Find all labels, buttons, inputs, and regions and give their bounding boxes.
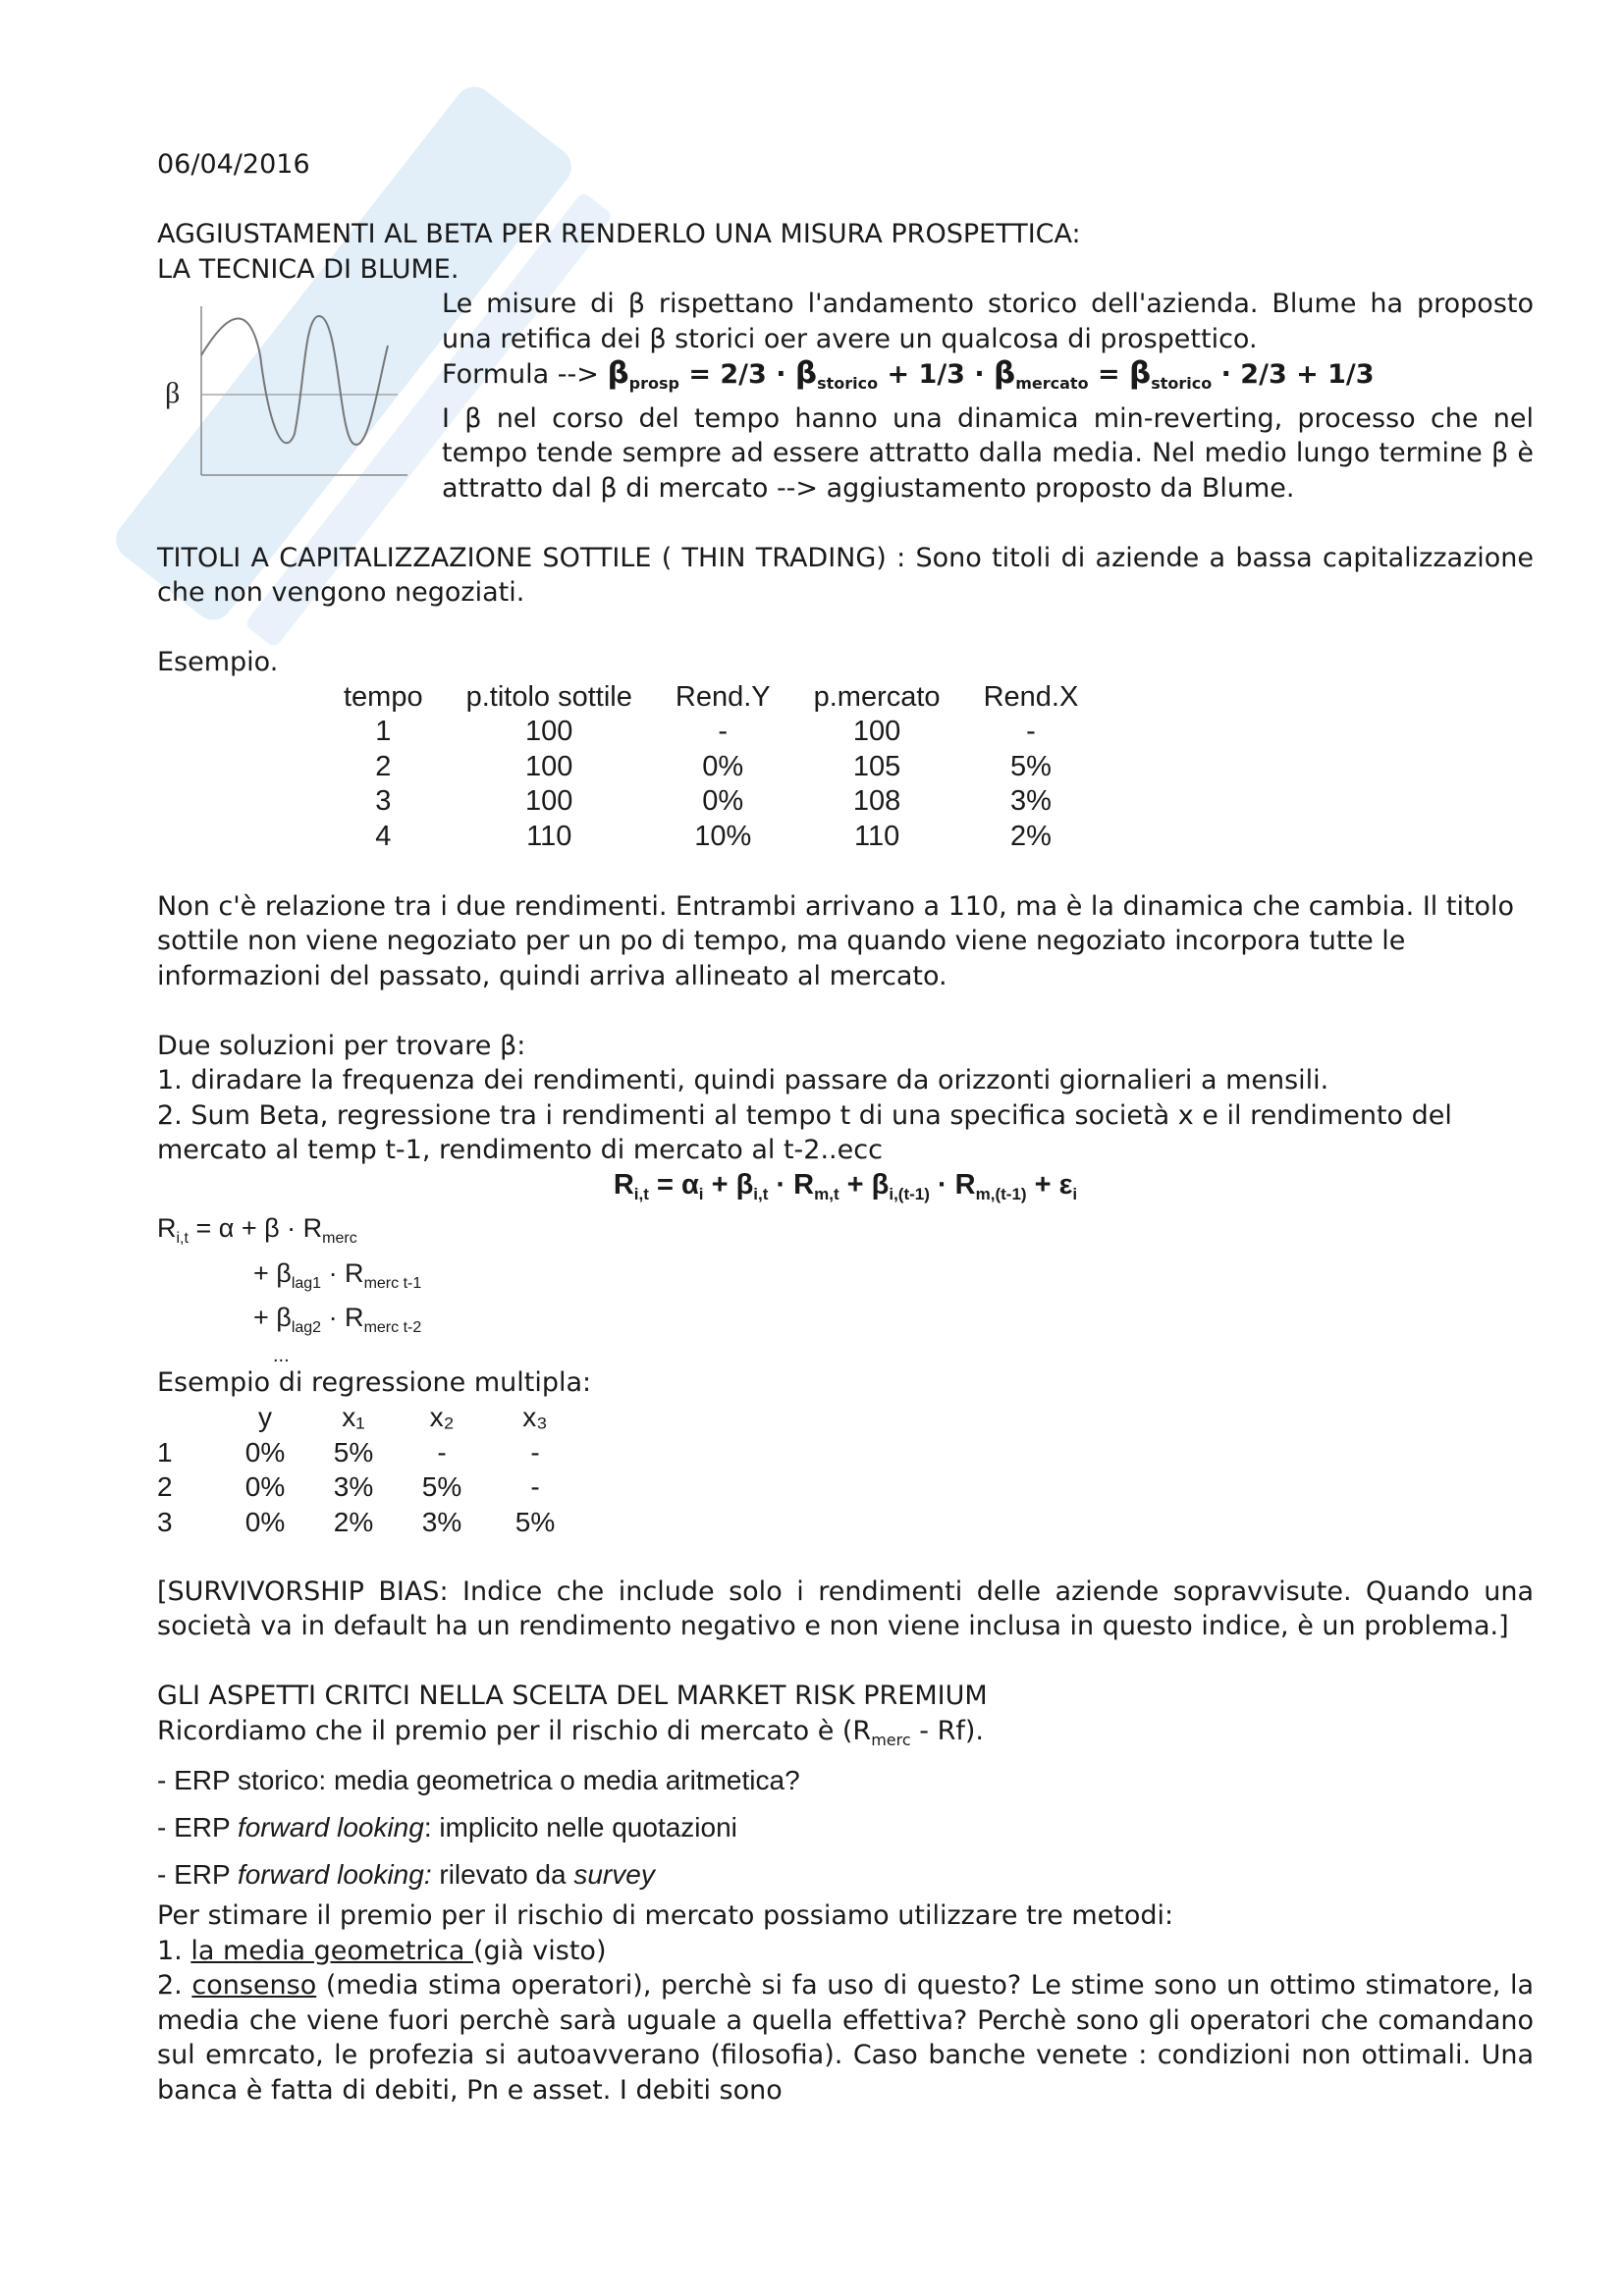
mrp-method-1: 1. la media geometrica (già visto) <box>157 1935 607 1966</box>
table-row: 2 100 0% 105 5% <box>375 750 1052 782</box>
mrp-methods-intro: Per stimare il premio per il rischio di mercato possiamo utilizzare tre metodi: <box>157 1900 1174 1931</box>
table-row: 3 0% 2% 3% 5% <box>157 1506 556 1537</box>
beta-axis-label: β <box>165 377 181 409</box>
solution-item-2: 2. Sum Beta, regressione tra i rendimenti al tempo t di una specifica società x e il rendimento del mercato al temp t-1, rendimento di mercato al t-2..ecc <box>157 1099 1452 1165</box>
erp-item-2: - ERP forward looking: implicito nelle quotazioni <box>157 1812 737 1842</box>
table-row: 1 100 - 100 - <box>375 716 1036 747</box>
thin-trading-table <box>334 680 1100 855</box>
regression-dots: ... <box>273 1344 290 1366</box>
table-header: Rend.X <box>983 680 1079 713</box>
mrp-title: GLI ASPETTI CRITCI NELLA SCELTA DEL MARKET RISK PREMIUM <box>157 1681 988 1711</box>
section-title-line2: LA TECNICA DI BLUME. <box>157 253 460 285</box>
solutions-intro: Due soluzioni per trovare β: <box>157 1030 526 1061</box>
table-header: p.titolo sottile <box>465 680 632 713</box>
regression-line-2: + $\beta_{lag1} \cdot R_{merc t-1}$ <box>253 1257 422 1292</box>
table-header: Rend.Y <box>675 680 771 713</box>
blume-para2: I β nel corso del tempo hanno una dinamica min-reverting, processo che nel tempo tende sempre ad essere attratto dalla media. Nel medio lungo termine β è attratto dal β di mercato --> aggiustamento proposto da Blume. <box>442 402 1534 504</box>
mrp-method-2: 2. consenso (media stima operatori), perchè si fa uso di questo? Le stime sono un ottimo stimatore, la media che viene fuori perchè sarà uguale a quella effettiva? Perchè sono gli operatori che comandano sul emrcato, le profezia si autoavverano (filosofia). Caso banche venete : condizioni non ottimali. Una banca è fatta di debiti, Pn e asset. I debiti sono <box>157 1970 1534 2106</box>
erp-item-1: - ERP storico: media geometrica o media aritmetica? <box>157 1765 800 1795</box>
blume-para1: Le misure di β rispettano l'andamento storico dell'azienda. Blume ha proposto una retifica dei β storici oer avere un qualcosa di prospettico. <box>442 289 1534 354</box>
section-title-line1: AGGIUSTAMENTI AL BETA PER RENDERLO UNA MISURA PROSPETTICA: <box>157 219 1081 249</box>
survivorship-bias-note: [SURVIVORSHIP BIAS: Indice che include solo i rendimenti delle aziende sopravvisute. Quando una società va in default ha un rendimento negativo e non viene inclusa in questo indice, è un problema.] <box>157 1575 1534 1641</box>
erp-item-3: - ERP forward looking: rilevato da survey <box>157 1859 655 1890</box>
multi-regression-label: Esempio di regressione multipla: <box>157 1366 592 1398</box>
table-row: 2 0% 3% 5% - <box>157 1471 540 1502</box>
regression-line-3: + $\beta_{lag2} \cdot R_{merc t-2}$ <box>253 1303 422 1336</box>
table-row: 1 0% 5% - - <box>157 1436 540 1468</box>
blume-block <box>157 287 1534 506</box>
blume-formula: Formula --> $\beta_{prosp} = 2/3 \cdot \beta_{storico} + 1/3 \cdot \beta_{mercato} = \beta_{storico} \cdot 2/3 + 1/3$ <box>442 355 1375 393</box>
table-header: tempo <box>344 680 423 713</box>
table-header: p.mercato <box>813 680 941 713</box>
example-label: Esempio. <box>157 647 279 677</box>
beta-sine-figure <box>157 287 412 493</box>
thin-trading-para: TITOLI A CAPITALIZZAZIONE SOTTILE ( THIN TRADING) : Sono titoli di aziende a bassa capitalizzazione che non vengono negoziati. <box>157 542 1534 608</box>
table-row: y x₁ x₂ x₃ <box>258 1402 548 1432</box>
solution-item-1: 1. diradare la frequenza dei rendimenti, quindi passare da orizzonti giornalieri a mensili. <box>157 1065 1329 1095</box>
table-row: 3 100 0% 108 3% <box>375 785 1052 817</box>
mrp-recall: Ricordiamo che il premio per il rischio di mercato è $(R_{merc} - Rf)$. <box>157 1715 984 1749</box>
thin-trading-conclusion: Non c'è relazione tra i due rendimenti. Entrambi arrivano a 110, ma è la dinamica che cambia. Il titolo sottile non viene negoziato per un po di tempo, ma quando viene negoziato incorpora tutte le informazioni del passato, quindi arriva allineato al mercato. <box>157 890 1515 991</box>
multi-regression-table <box>157 1400 579 1539</box>
sum-beta-equation: $R_{i,t} = \alpha_i + \beta_{i,t} \cdot R_{m,t} + \beta_{i,(t-1)} \cdot R_{m,(t-1)} + \varepsilon_i$ <box>613 1168 1078 1203</box>
document-date: 06/04/2016 <box>157 149 310 180</box>
regression-line-1: $R_{i,t} = \alpha + \beta \cdot R_{merc}$ <box>157 1213 357 1247</box>
table-row: 4 110 10% 110 2% <box>375 820 1052 852</box>
regression-expansion <box>157 1211 1534 1365</box>
document-body <box>157 147 1534 2108</box>
